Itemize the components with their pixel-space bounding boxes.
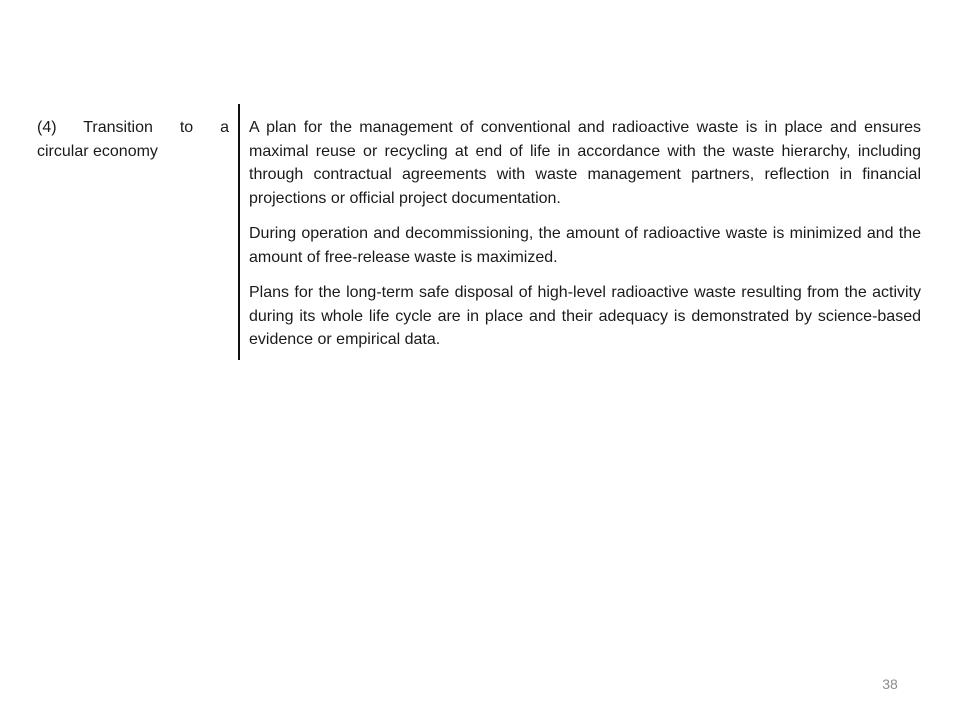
criteria-row bbox=[37, 104, 921, 360]
objective-label bbox=[37, 116, 229, 163]
column-divider bbox=[238, 104, 240, 360]
criteria-paragraph-1: A plan for the management of conventional and radioactive waste is in place and ensures maximal reuse or recycling at end of life in accordance with the waste hierarchy, including through contractual agreements with waste management partners, reflection in financial projections or official project documentation. bbox=[249, 119, 921, 207]
criteria-paragraph-2: During operation and decommissioning, the amount of radioactive waste is minimized and the amount of free-release waste is maximized. bbox=[249, 225, 921, 266]
objective-label-line1: (4) Transition to a bbox=[37, 119, 229, 136]
criteria-text bbox=[249, 116, 921, 364]
page-number: 38 bbox=[882, 676, 898, 692]
criteria-paragraph-3: Plans for the long-term safe disposal of high-level radioactive waste resulting from the activity during its whole life cycle are in place and their adequacy is demonstrated by science-based evidence or empirical data. bbox=[249, 284, 921, 348]
objective-label-line2: circular economy bbox=[37, 142, 158, 160]
